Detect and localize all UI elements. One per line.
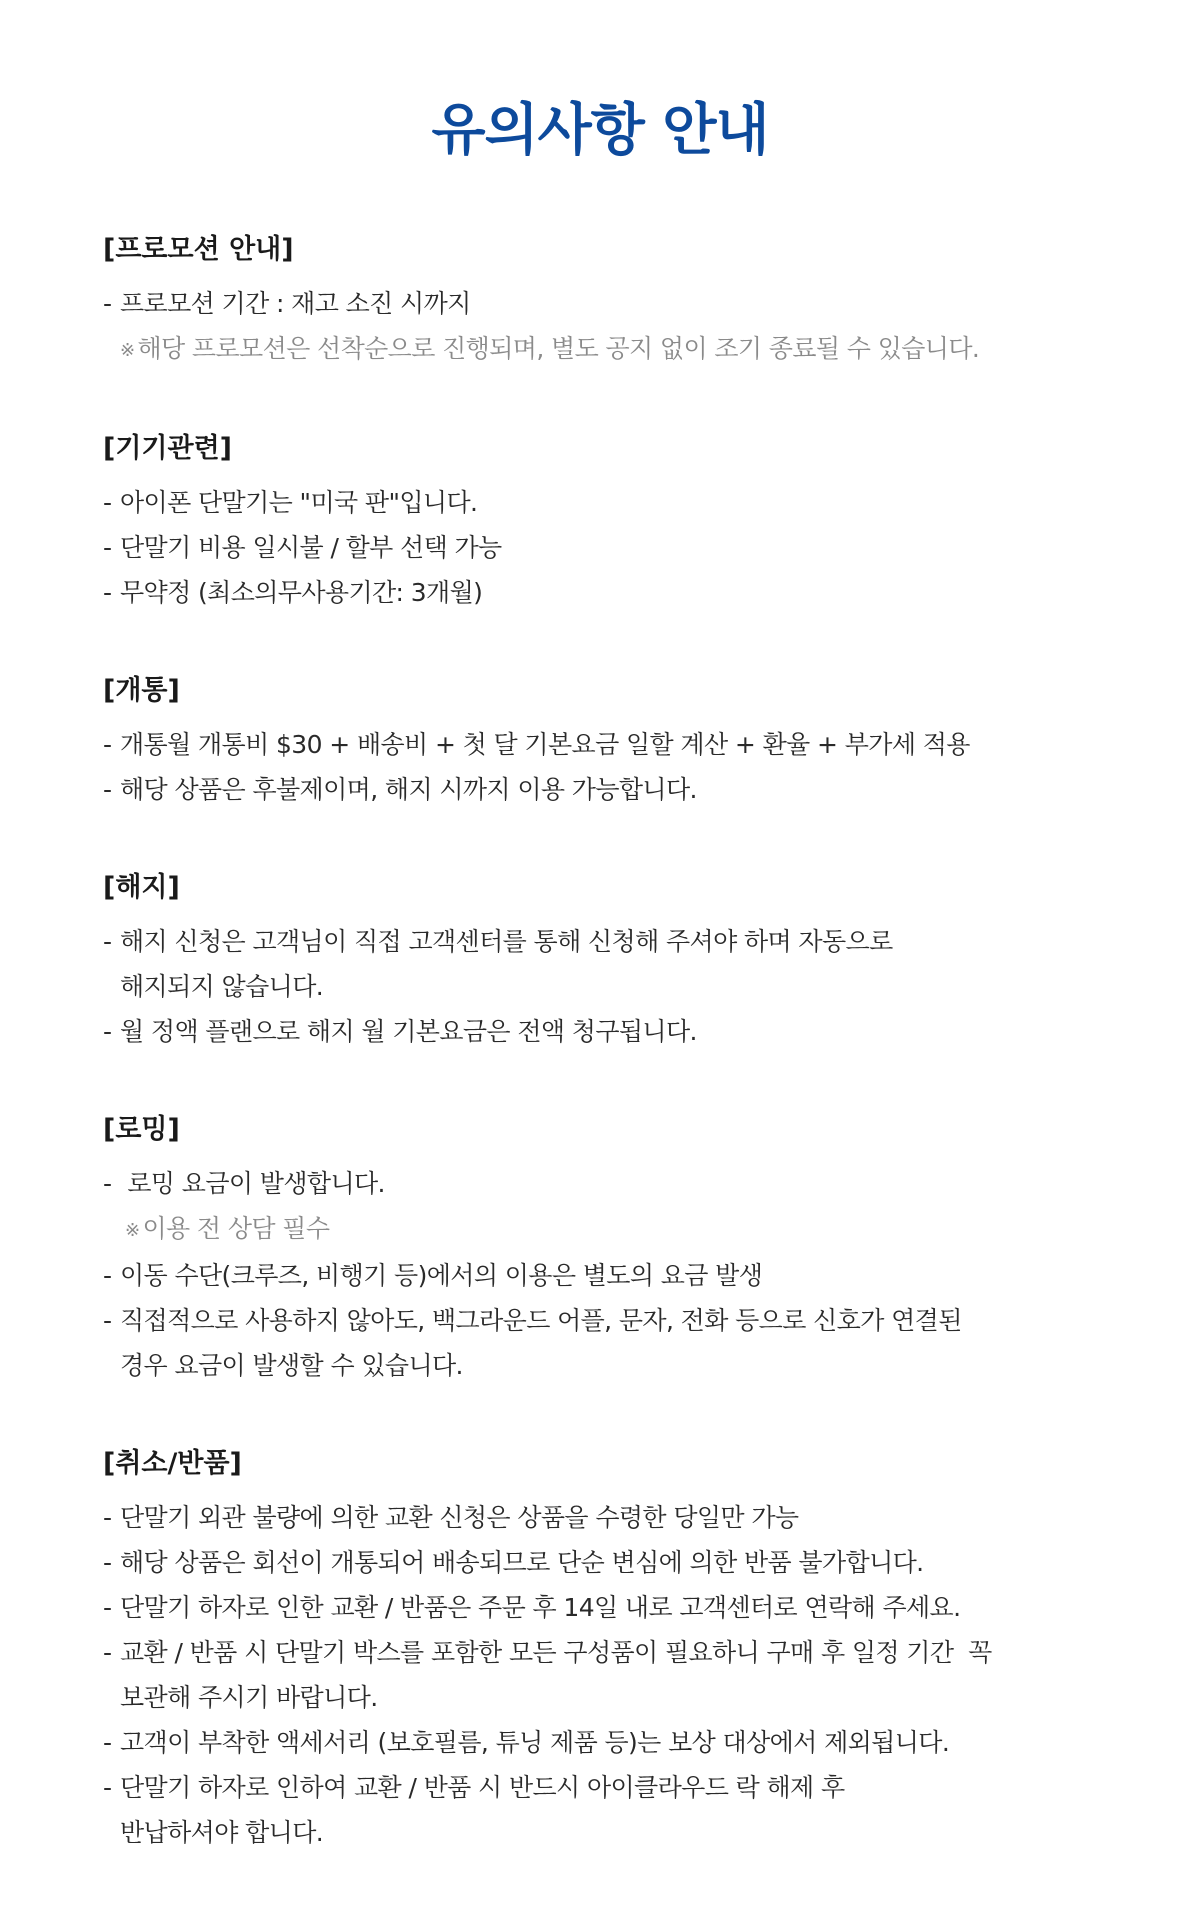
bullet-line xyxy=(103,570,1200,615)
section-heading: [해지] xyxy=(103,872,180,903)
bullet-line xyxy=(103,1585,1200,1630)
bullet-line xyxy=(103,525,1200,570)
line-text: 해당 상품은 후불제이며, 해지 시까지 이용 가능합니다. xyxy=(120,775,697,804)
continuation-line xyxy=(103,1810,1200,1855)
line-text: 아이폰 단말기는 "미국 판"입니다. xyxy=(120,488,478,517)
dash-marker: - xyxy=(103,1306,112,1335)
note-mark: ※ xyxy=(120,340,135,361)
dash-marker: - xyxy=(103,775,112,804)
section-cancel-return xyxy=(103,1444,1200,1855)
bullet-line xyxy=(103,919,1200,964)
bullet-line xyxy=(103,1765,1200,1810)
line-text: 단말기 하자로 인하여 교환 / 반품 시 반드시 아이클라우드 락 해제 후 xyxy=(120,1773,845,1802)
page-title: 유의사항 안내 xyxy=(431,98,769,163)
section-device xyxy=(103,429,1200,615)
line-text: 로밍 요금이 발생합니다. xyxy=(120,1169,385,1198)
dash-marker: - xyxy=(103,730,112,759)
dash-marker: - xyxy=(103,1638,112,1667)
line-text: 고객이 부착한 액세서리 (보호필름, 튜닝 제품 등)는 보상 대상에서 제외됩니다. xyxy=(120,1728,950,1757)
line-text: 보관해 주시기 바랍니다. xyxy=(120,1683,378,1712)
line-text: 무약정 (최소의무사용기간: 3개월) xyxy=(120,578,483,607)
section-heading: [개통] xyxy=(103,675,180,706)
bullet-line xyxy=(103,1298,1200,1343)
section-heading: [로밍] xyxy=(103,1114,180,1145)
line-text: 교환 / 반품 시 단말기 박스를 포함한 모든 구성품이 필요하니 구매 후 일정 기간 꼭 xyxy=(120,1638,992,1667)
line-text: 월 정액 플랜으로 해지 월 기본요금은 전액 청구됩니다. xyxy=(120,1017,697,1046)
bullet-line xyxy=(103,281,1200,326)
line-text: 프로모션 기간 : 재고 소진 시까지 xyxy=(120,289,471,318)
section-roaming xyxy=(103,1110,1200,1388)
line-text: 해당 상품은 회선이 개통되어 배송되므로 단순 변심에 의한 반품 불가합니다. xyxy=(120,1548,924,1577)
dash-marker: - xyxy=(103,578,112,607)
line-text: 해지 신청은 고객님이 직접 고객센터를 통해 신청해 주셔야 하며 자동으로 xyxy=(120,927,893,956)
dash-marker: - xyxy=(103,927,112,956)
dash-marker: - xyxy=(103,1548,112,1577)
line-text: 개통월 개통비 $30 + 배송비 + 첫 달 기본요금 일할 계산 + 환율 + 부가세 적용 xyxy=(120,730,970,759)
dash-marker: - xyxy=(103,1261,112,1290)
section-termination xyxy=(103,868,1200,1054)
dash-marker: - xyxy=(103,1728,112,1757)
continuation-line xyxy=(103,1343,1200,1388)
line-text: 경우 요금이 발생할 수 있습니다. xyxy=(120,1351,463,1380)
line-text: 해지되지 않습니다. xyxy=(120,972,324,1001)
line-text: 이동 수단(크루즈, 비행기 등)에서의 이용은 별도의 요금 발생 xyxy=(120,1261,763,1290)
continuation-line xyxy=(103,964,1200,1009)
dash-marker: - xyxy=(103,533,112,562)
bullet-line xyxy=(103,1720,1200,1765)
note-line xyxy=(103,326,1200,373)
dash-marker: - xyxy=(103,1593,112,1622)
dash-marker: - xyxy=(103,1017,112,1046)
line-text: 해당 프로모션은 선착순으로 진행되며, 별도 공지 없이 조기 종료될 수 있습니다. xyxy=(137,334,980,363)
bullet-line xyxy=(103,767,1200,812)
dash-marker: - xyxy=(103,289,112,318)
line-text: 단말기 하자로 인한 교환 / 반품은 주문 후 14일 내로 고객센터로 연락해 주세요. xyxy=(120,1593,961,1622)
bullet-line xyxy=(103,1009,1200,1054)
section-activation xyxy=(103,671,1200,812)
bullet-line xyxy=(103,1161,1200,1206)
line-text: 직접적으로 사용하지 않아도, 백그라운드 어플, 문자, 전화 등으로 신호가 연결된 xyxy=(120,1306,962,1335)
bullet-line xyxy=(103,1540,1200,1585)
bullet-line xyxy=(103,1630,1200,1675)
dash-marker: - xyxy=(103,488,112,517)
section-heading: [프로모션 안내] xyxy=(103,234,294,265)
note-mark: ※ xyxy=(125,1220,140,1241)
dash-marker: - xyxy=(103,1503,112,1532)
continuation-line xyxy=(103,1675,1200,1720)
line-text: 이용 전 상담 필수 xyxy=(142,1214,330,1243)
line-text: 단말기 비용 일시불 / 할부 선택 가능 xyxy=(120,533,502,562)
note-line xyxy=(103,1206,1200,1253)
bullet-line xyxy=(103,1495,1200,1540)
section-heading: [취소/반품] xyxy=(103,1448,242,1479)
dash-marker: - xyxy=(103,1773,112,1802)
line-text: 반납하셔야 합니다. xyxy=(120,1818,324,1847)
section-promotion xyxy=(103,230,1200,373)
bullet-line xyxy=(103,722,1200,767)
section-heading: [기기관련] xyxy=(103,433,233,464)
bullet-line xyxy=(103,1253,1200,1298)
line-text: 단말기 외관 불량에 의한 교환 신청은 상품을 수령한 당일만 가능 xyxy=(120,1503,799,1532)
bullet-line xyxy=(103,480,1200,525)
dash-marker: - xyxy=(103,1169,112,1198)
